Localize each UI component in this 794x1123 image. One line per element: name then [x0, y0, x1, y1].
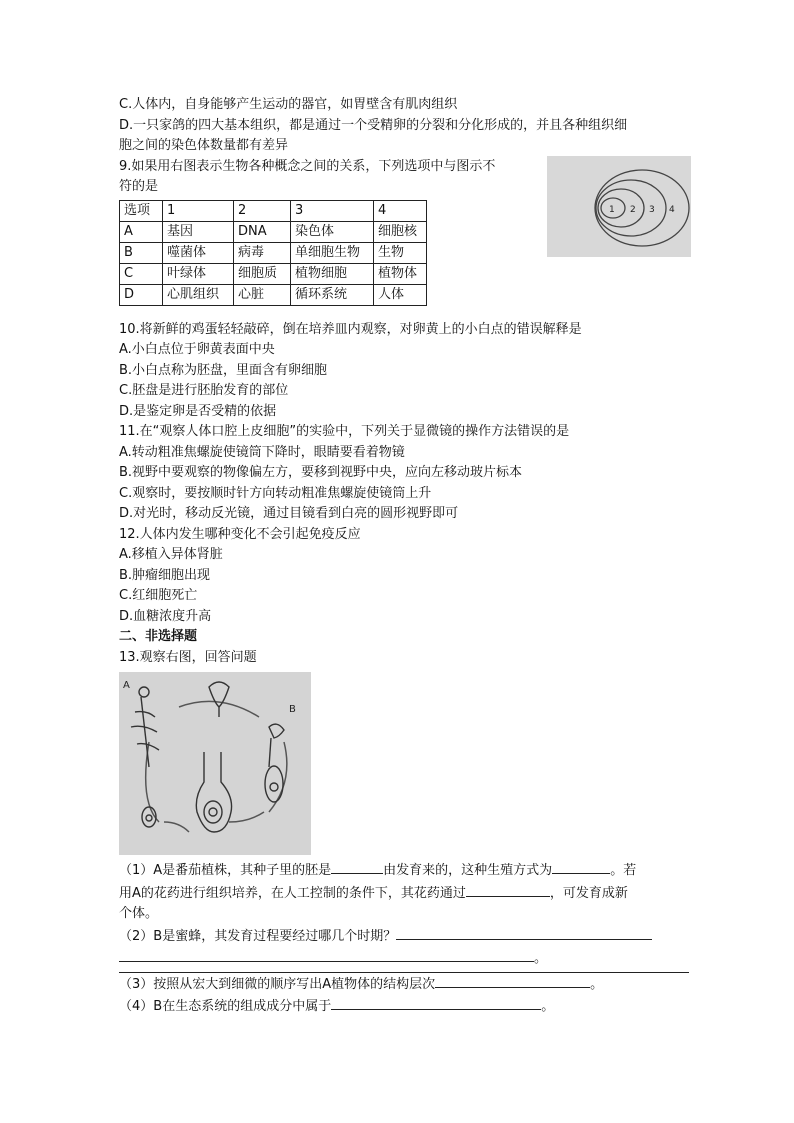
q11-option-b: B.视野中要观察的物像偏左方，要移到视野中央，应向左移动玻片标本 [119, 465, 523, 480]
q13-part4-text: （4）B在生态系统的组成成分中属于 [119, 999, 332, 1014]
table-cell: D [120, 284, 163, 305]
circle-label-2: 2 [630, 205, 636, 215]
circle-label-3: 3 [649, 205, 655, 215]
lifecycle-diagram [119, 672, 311, 855]
table-cell: 循环系统 [291, 284, 374, 305]
table-row [120, 221, 427, 242]
q10-option-d: D.是鉴定卵是否受精的依据 [119, 403, 277, 419]
answer-blank[interactable] [331, 859, 383, 874]
table-row [120, 242, 427, 263]
q11-option-d: D.对光时，移动反光镜，通过目镜看到白亮的圆形视野即可 [119, 506, 459, 521]
q13-part3-end: 。 [590, 976, 604, 992]
table-cell: A [120, 221, 163, 242]
table-cell: 病毒 [234, 242, 291, 263]
table-cell: 植物细胞 [291, 263, 374, 284]
q13-part1-line1 [119, 859, 689, 882]
q13-part2-line1 [119, 925, 689, 948]
answer-blank[interactable] [396, 925, 652, 940]
q13-part1-text: 。若 [610, 863, 637, 878]
q13-part4-end: 。 [541, 999, 555, 1014]
q12-option-c: C.红细胞死亡 [119, 588, 198, 603]
table-row [120, 263, 427, 284]
q10-stem: 10.将新鲜的鸡蛋轻轻敲碎，倒在培养皿内观察，对卵黄上的小白点的错误解释是 [119, 321, 582, 337]
table-cell: 人体 [374, 284, 427, 305]
table-header-row [120, 200, 427, 221]
q8-option-d-line2: 胞之间的染色体数量都有差异 [119, 138, 289, 153]
q13-part3-text: （3）按照从宏大到细微的顺序写出A植物体的结构层次 [119, 976, 436, 992]
q12-option-b: B.肿瘤细胞出现 [119, 567, 211, 583]
table-header-cell: 选项 [120, 200, 163, 221]
q13-part1-line3: 个体。 [119, 906, 159, 921]
section-title: 二、非选择题 [119, 629, 198, 644]
q11-option-a: A.转动粗准焦螺旋使镜筒下降时，眼睛要看着物镜 [119, 444, 405, 460]
q9-concept-figure [547, 156, 691, 257]
q8-option-d-line1: D.一只家鸽的四大基本组织，都是通过一个受精卵的分裂和分化形成的，并且各种组织细 [119, 117, 628, 133]
answer-blank[interactable] [435, 973, 590, 988]
q12-option-d: D.血糖浓度升高 [119, 608, 212, 624]
q13-part3 [119, 972, 689, 996]
q10-option-b: B.小白点称为胚盘，里面含有卵细胞 [119, 362, 328, 378]
answer-blank[interactable] [119, 947, 534, 962]
table-cell: 心肌组织 [163, 284, 234, 305]
table-cell: 细胞质 [234, 263, 291, 284]
q13-lifecycle-figure [119, 672, 311, 855]
q13-part2-line2 [119, 947, 689, 970]
table-cell: 生物 [374, 242, 427, 263]
table-cell: C [120, 263, 163, 284]
table-cell: B [120, 242, 163, 263]
q12-stem: 12.人体内发生哪种变化不会引起免疫反应 [119, 526, 361, 542]
answer-blank[interactable] [466, 882, 550, 897]
q10-option-a: A.小白点位于卵黄表面中央 [119, 342, 275, 357]
circle-label-1: 1 [609, 205, 615, 215]
q13-part1-line2 [119, 882, 689, 905]
table-cell: 染色体 [291, 221, 374, 242]
table-cell: 噬菌体 [163, 242, 234, 263]
q12-option-a: A.移植入异体肾脏 [119, 547, 223, 562]
q9-stem-line1: 9.如果用右图表示生物各种概念之间的关系，下列选项中与图示不 [119, 158, 496, 174]
q9-stem-line2: 符的是 [119, 179, 159, 194]
q11-option-c: C.观察时，要按顺时针方向转动粗准焦螺旋使镜筒上升 [119, 485, 432, 501]
table-cell: DNA [234, 221, 291, 242]
table-cell: 单细胞生物 [291, 242, 374, 263]
table-header-cell: 3 [291, 200, 374, 221]
figure-label-a: A [123, 680, 130, 691]
q8-option-c: C.人体内，自身能够产生运动的器官，如胃壁含有肌肉组织 [119, 97, 458, 112]
table-cell: 基因 [163, 221, 234, 242]
answer-blank[interactable] [552, 859, 610, 874]
q9-options-table [119, 200, 427, 306]
table-header-cell: 1 [163, 200, 234, 221]
q13-part1-text: ，可发育成新 [549, 885, 628, 901]
q13-part1-text: （1）A是番茄植株，其种子里的胚是 [119, 863, 332, 878]
q13-part2-end: 。 [534, 951, 548, 966]
answer-blank[interactable] [331, 995, 541, 1010]
nested-circles-diagram [547, 156, 691, 257]
table-header-cell: 4 [374, 200, 427, 221]
q13-part2-text: （2）B是蜜蜂，其发育过程要经过哪几个时期？ [119, 928, 397, 944]
q13-stem: 13.观察右图，回答问题 [119, 649, 257, 665]
q13-part1-text: 用A的花药进行组织培养，在人工控制的条件下，其花药通过 [119, 885, 466, 901]
q13-part4 [119, 995, 689, 1018]
q13-part1-text: 由发育来的，这种生殖方式为 [383, 863, 553, 878]
table-cell: 细胞核 [374, 221, 427, 242]
table-header-cell: 2 [234, 200, 291, 221]
figure-label-b: B [289, 704, 296, 715]
table-cell: 叶绿体 [163, 263, 234, 284]
circle-label-4: 4 [669, 205, 675, 215]
q10-option-c: C.胚盘是进行胚胎发育的部位 [119, 383, 289, 398]
table-cell: 植物体 [374, 263, 427, 284]
table-cell: 心脏 [234, 284, 291, 305]
table-row [120, 284, 427, 305]
q11-stem: 11.在“观察人体口腔上皮细胞”的实验中，下列关于显微镜的操作方法错误的是 [119, 424, 570, 439]
